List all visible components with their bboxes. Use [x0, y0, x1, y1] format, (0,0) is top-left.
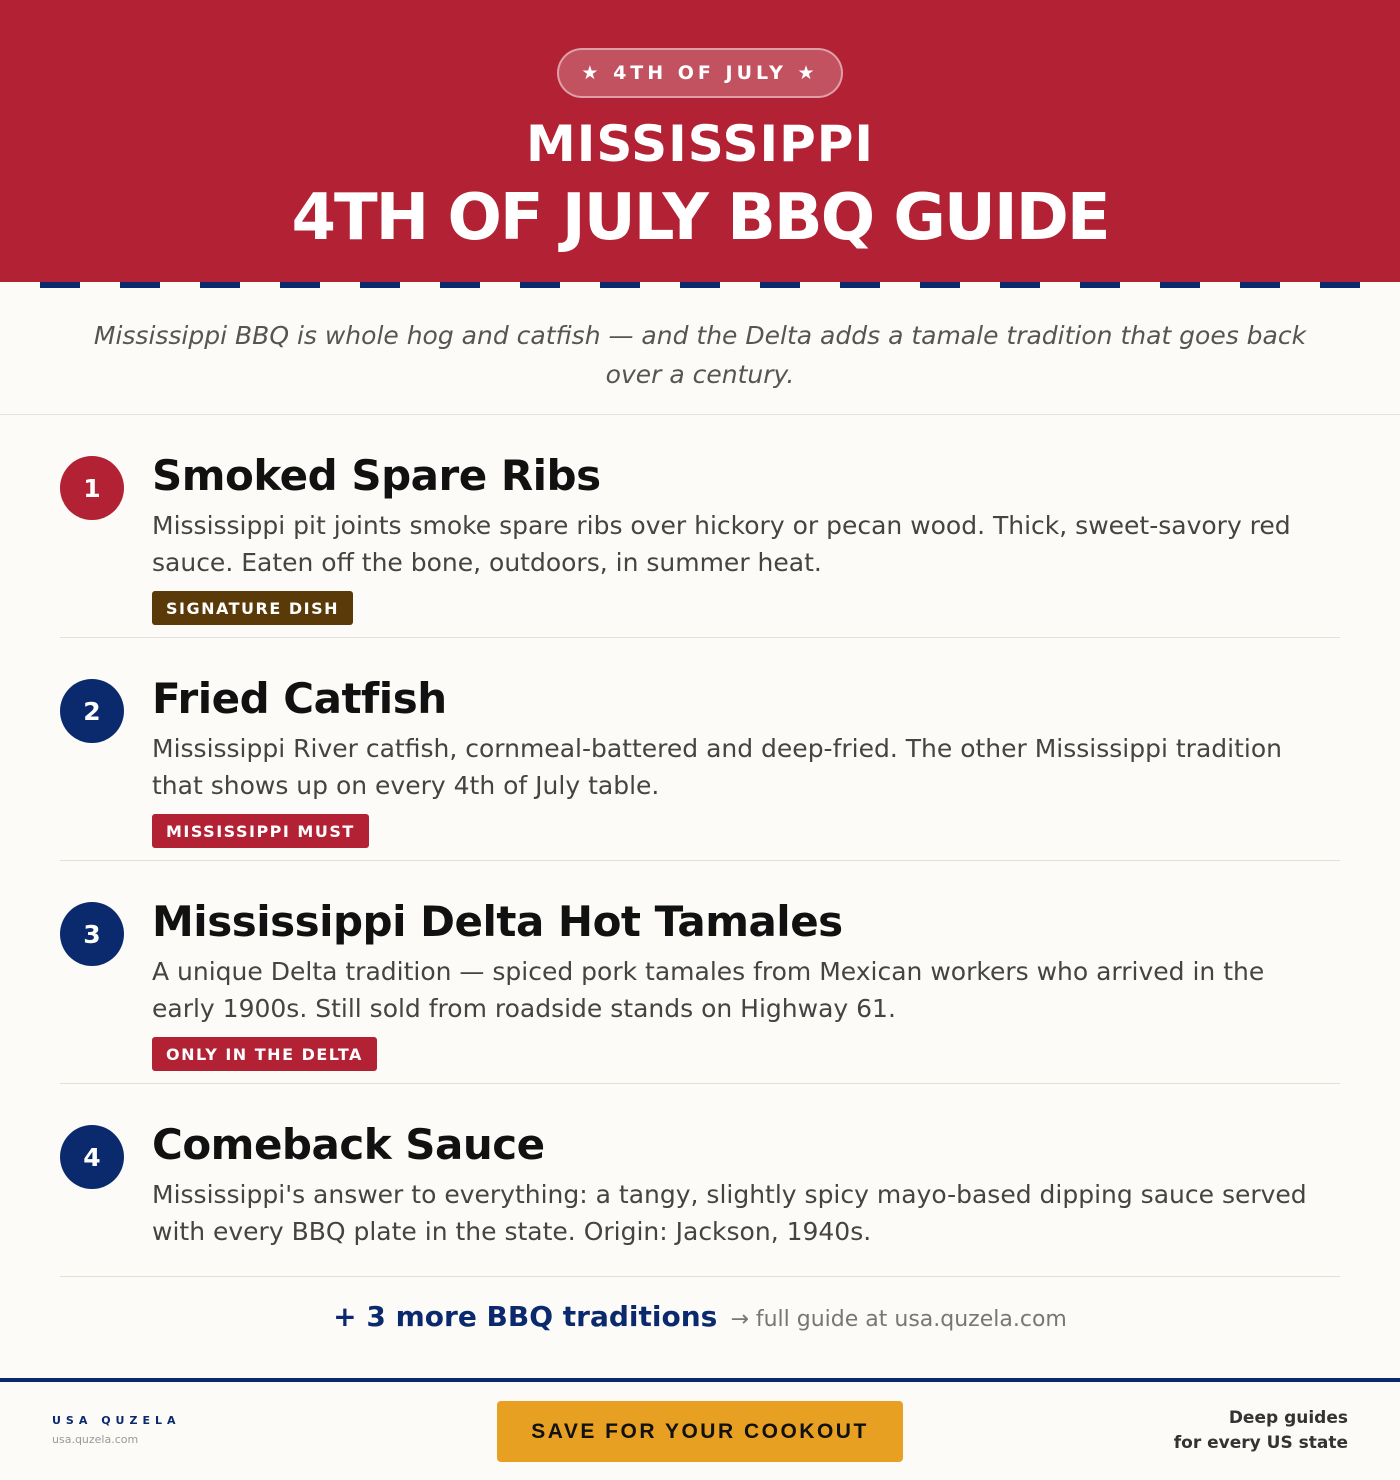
item-description: Mississippi pit joints smoke spare ribs over hickory or pecan wood. Thick, sweet-savory red sauce. Eaten off the bone, outdoors, in summer heat.	[152, 511, 1291, 577]
item-description: Mississippi's answer to everything: a tangy, slightly spicy mayo-based dipping sauce served with every BBQ plate in the state. Origin: Jackson, 1940s.	[152, 1180, 1307, 1246]
item-number-badge: 1	[60, 456, 124, 520]
more-traditions	[0, 1300, 1400, 1333]
item-title: Comeback Sauce	[152, 1120, 545, 1169]
state-title: MISSISSIPPI	[525, 115, 874, 173]
more-traditions-link[interactable]: + 3 more BBQ traditions	[333, 1300, 718, 1333]
tagline-line: Deep guides	[1228, 1408, 1348, 1428]
hero-banner	[0, 0, 1400, 288]
item-title: Smoked Spare Ribs	[152, 451, 601, 500]
item-tag: SIGNATURE DISH	[152, 591, 353, 625]
list-item	[60, 1084, 1340, 1277]
list-item	[60, 861, 1340, 1084]
item-number-badge: 4	[60, 1125, 124, 1189]
item-tag: ONLY IN THE DELTA	[152, 1037, 377, 1071]
item-description: A unique Delta tradition — spiced pork tamales from Mexican workers who arrived in the early 1900s. Still sold from roadside stands on Highway 61.	[152, 957, 1265, 1023]
holiday-pill: ★ 4TH OF JULY ★	[557, 48, 843, 98]
list-item	[60, 638, 1340, 861]
list-item	[60, 415, 1340, 638]
full-guide-note: → full guide at usa.quzela.com	[730, 1307, 1067, 1332]
intro-text: Mississippi BBQ is whole hog and catfish — and the Delta adds a tamale tradition that goes back over a century.	[93, 321, 1307, 389]
item-title: Fried Catfish	[152, 674, 447, 723]
save-for-cookout-button[interactable]: SAVE FOR YOUR COOKOUT	[497, 1401, 903, 1462]
item-tag: MISSISSIPPI MUST	[152, 814, 369, 848]
item-description: Mississippi River catfish, cornmeal-battered and deep-fried. The other Mississippi tradition that shows up on every 4th of July table.	[152, 734, 1282, 800]
tagline-line: for every US state	[1173, 1433, 1348, 1453]
item-number-badge: 2	[60, 679, 124, 743]
item-title: Mississippi Delta Hot Tamales	[152, 897, 843, 946]
page-title: 4TH OF JULY BBQ GUIDE	[291, 181, 1109, 255]
brand-url: usa.quzela.com	[52, 1433, 139, 1446]
footer-tagline	[1174, 1406, 1348, 1456]
footer-divider	[0, 1378, 1400, 1382]
flag-stripe-divider	[0, 282, 1400, 288]
item-number-badge: 3	[60, 902, 124, 966]
brand-logo: USA QUZELA	[52, 1414, 181, 1427]
